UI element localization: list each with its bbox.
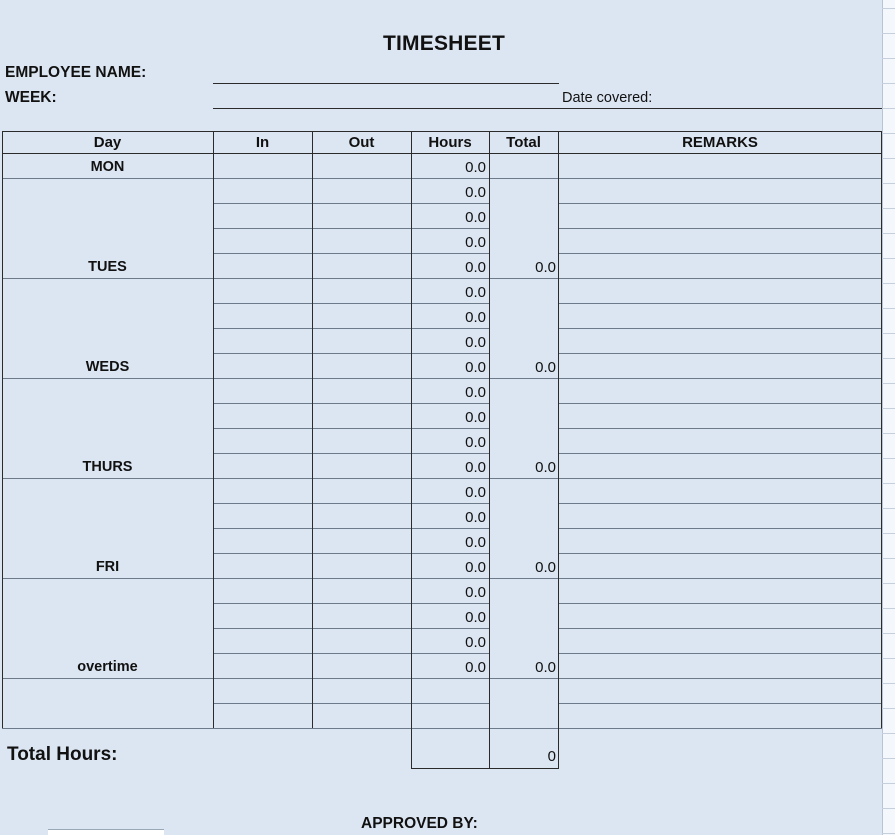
week-label: WEEK: [5,89,57,106]
day-label-mon: MON [90,159,125,175]
hours-cell[interactable]: 0.0 [465,509,486,526]
edge-row-line [882,33,895,34]
in-cell[interactable] [213,378,312,403]
out-cell[interactable] [312,228,411,253]
remarks-cell[interactable] [558,628,882,653]
edge-row-line [882,158,895,159]
in-cell[interactable] [213,203,312,228]
day-total-value[interactable]: 0.0 [535,659,556,676]
day-cell[interactable] [2,478,213,578]
edge-row-line [882,508,895,509]
edge-row-line [882,733,895,734]
header-top-border [2,131,882,132]
day-label-tues: TUES [88,259,127,275]
column-border [489,131,490,768]
in-cell[interactable] [213,278,312,303]
in-cell[interactable] [213,678,312,703]
sheet-edge-column[interactable] [882,0,895,835]
remarks-cell[interactable] [558,478,882,503]
edge-row-line [882,8,895,9]
edge-row-line [882,283,895,284]
remarks-cell[interactable] [558,228,882,253]
edge-row-line [882,433,895,434]
hours-cell[interactable]: 0.0 [465,159,486,176]
remarks-cell[interactable] [558,453,882,478]
day-total-value[interactable]: 0.0 [535,359,556,376]
in-cell[interactable] [213,253,312,278]
hours-cell[interactable]: 0.0 [465,459,486,476]
column-header-remarks: REMARKS [682,134,758,151]
out-cell[interactable] [312,203,411,228]
out-cell[interactable] [312,528,411,553]
edge-row-line [882,533,895,534]
remarks-cell[interactable] [558,653,882,678]
day-label-fri: FRI [95,559,120,575]
in-cell[interactable] [213,428,312,453]
column-header-hours: Hours [428,134,472,151]
day-label-thurs: THURS [82,459,133,475]
remarks-cell[interactable] [558,678,882,703]
edge-row-line [882,833,895,834]
day-cell[interactable] [2,153,213,178]
in-cell[interactable] [213,328,312,353]
out-cell[interactable] [312,278,411,303]
edge-row-line [882,58,895,59]
remarks-cell[interactable] [558,553,882,578]
remarks-cell[interactable] [558,428,882,453]
day-label-overtime: overtime [77,659,138,675]
remarks-cell[interactable] [558,253,882,278]
edge-row-line [882,308,895,309]
hours-cell[interactable]: 0.0 [465,534,486,551]
day-cell[interactable] [2,178,213,278]
in-cell[interactable] [213,153,312,178]
edge-row-line [882,383,895,384]
edge-row-line [882,483,895,484]
hours-cell[interactable]: 0.0 [465,609,486,626]
column-border [881,131,882,728]
remarks-cell[interactable] [558,203,882,228]
day-cell[interactable] [2,578,213,678]
sheet-title: TIMESHEET [383,32,505,55]
out-cell[interactable] [312,653,411,678]
in-cell[interactable] [213,528,312,553]
remarks-cell[interactable] [558,328,882,353]
remarks-cell[interactable] [558,378,882,403]
edge-row-line [882,558,895,559]
hours-cell[interactable]: 0.0 [465,584,486,601]
out-cell[interactable] [312,578,411,603]
day-cell[interactable] [2,278,213,378]
edge-row-line [882,208,895,209]
column-header-total: Total [506,134,541,151]
edge-row-line [882,808,895,809]
column-header-out: Out [348,134,375,151]
out-cell[interactable] [312,453,411,478]
edge-row-line [882,133,895,134]
edge-row-line [882,683,895,684]
remarks-cell[interactable] [558,603,882,628]
remarks-cell[interactable] [558,353,882,378]
edge-row-line [882,783,895,784]
edge-row-line [882,583,895,584]
day-cell[interactable] [2,378,213,478]
day-total-value[interactable]: 0.0 [535,259,556,276]
edge-row-line [882,608,895,609]
in-cell[interactable] [213,553,312,578]
column-border [2,131,3,728]
in-cell[interactable] [213,228,312,253]
day-total-value[interactable]: 0.0 [535,459,556,476]
out-cell[interactable] [312,478,411,503]
remarks-cell[interactable] [558,503,882,528]
out-cell[interactable] [312,628,411,653]
in-cell[interactable] [213,403,312,428]
week-cell[interactable] [213,87,559,107]
remarks-cell[interactable] [558,278,882,303]
in-cell[interactable] [213,578,312,603]
edge-row-line [882,758,895,759]
hours-cell[interactable]: 0.0 [465,234,486,251]
remarks-cell[interactable] [558,303,882,328]
column-border [558,131,559,768]
hours-cell[interactable]: 0.0 [465,284,486,301]
out-cell[interactable] [312,378,411,403]
edge-row-line [882,458,895,459]
hours-cell[interactable]: 0.0 [465,384,486,401]
in-cell[interactable] [213,703,312,728]
grand-total-value[interactable]: 0 [547,748,556,765]
column-border [213,131,214,728]
out-cell[interactable] [312,253,411,278]
edge-row-line [882,708,895,709]
employee-name-label: EMPLOYEE NAME: [5,64,147,81]
approved-by-label: APPROVED BY: [361,815,478,832]
in-cell[interactable] [213,353,312,378]
edge-row-line [882,333,895,334]
hours-cell[interactable]: 0.0 [465,559,486,576]
remarks-cell[interactable] [558,153,882,178]
remarks-cell[interactable] [558,403,882,428]
out-cell[interactable] [312,603,411,628]
date-covered-label: Date covered: [562,90,653,106]
remarks-cell[interactable] [558,578,882,603]
out-cell[interactable] [312,328,411,353]
in-cell[interactable] [213,453,312,478]
column-header-in: In [255,134,270,151]
in-cell[interactable] [213,303,312,328]
edge-row-line [882,408,895,409]
employee-name-underline [213,83,559,84]
edge-row-line [882,233,895,234]
total-hours-label: Total Hours: [7,744,118,765]
hours-cell[interactable]: 0.0 [465,659,486,676]
remarks-cell[interactable] [558,703,882,728]
column-border [312,131,313,728]
in-cell[interactable] [213,503,312,528]
hours-cell[interactable]: 0.0 [465,209,486,226]
day-total-value[interactable]: 0.0 [535,559,556,576]
week-underline [213,108,882,109]
edge-row-line [882,658,895,659]
hours-cell[interactable]: 0.0 [465,434,486,451]
employee-name-cell[interactable] [213,62,559,82]
edge-row-line [882,358,895,359]
in-cell[interactable] [213,628,312,653]
out-cell[interactable] [312,303,411,328]
in-cell[interactable] [213,478,312,503]
out-cell[interactable] [312,353,411,378]
out-cell[interactable] [312,678,411,703]
in-cell[interactable] [213,178,312,203]
out-cell[interactable] [312,428,411,453]
hours-cell[interactable]: 0.0 [465,334,486,351]
out-cell[interactable] [312,503,411,528]
hours-cell[interactable]: 0.0 [465,634,486,651]
day-label-weds: WEDS [85,359,130,375]
hours-cell[interactable]: 0.0 [465,359,486,376]
out-cell[interactable] [312,403,411,428]
sheet-tab[interactable] [48,829,164,835]
total-box-bottom [411,768,559,769]
edge-row-line [882,83,895,84]
hours-cell[interactable]: 0.0 [465,484,486,501]
out-cell[interactable] [312,703,411,728]
in-cell[interactable] [213,653,312,678]
out-cell[interactable] [312,553,411,578]
hours-cell[interactable]: 0.0 [465,309,486,326]
out-cell[interactable] [312,178,411,203]
edge-row-line [882,633,895,634]
edge-row-line [882,183,895,184]
remarks-cell[interactable] [558,528,882,553]
out-cell[interactable] [312,153,411,178]
column-header-day: Day [93,134,122,151]
remarks-cell[interactable] [558,178,882,203]
hours-cell[interactable]: 0.0 [465,409,486,426]
edge-row-line [882,258,895,259]
total-hours-cell[interactable] [411,728,489,768]
in-cell[interactable] [213,603,312,628]
edge-row-line [882,108,895,109]
hours-cell[interactable]: 0.0 [465,259,486,276]
column-border [411,131,412,768]
hours-cell[interactable]: 0.0 [465,184,486,201]
